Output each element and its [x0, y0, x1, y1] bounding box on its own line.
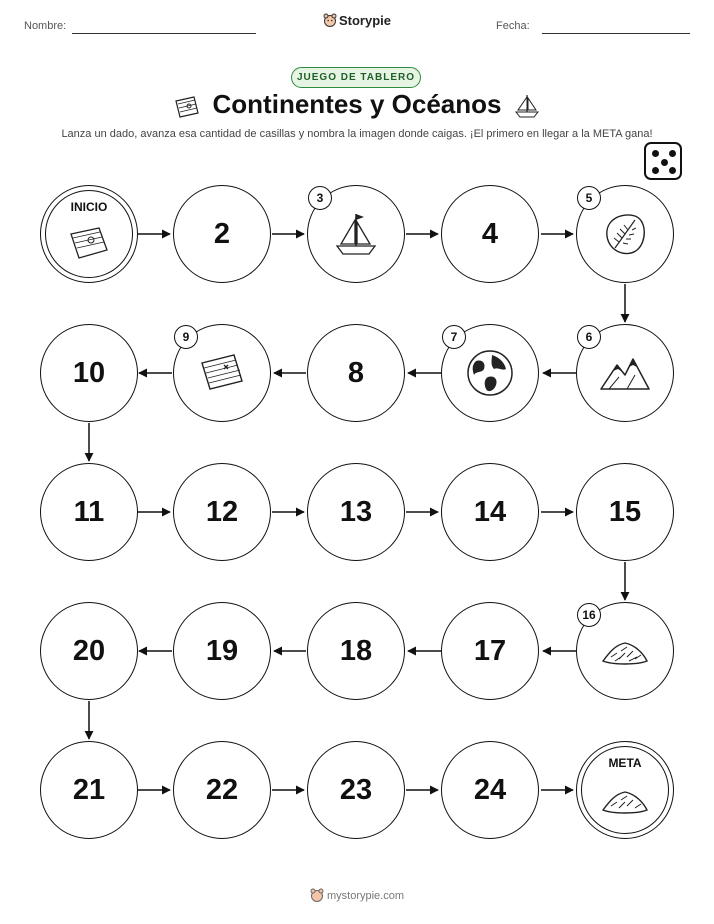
- board-square-5[interactable]: [576, 185, 674, 283]
- start-square[interactable]: [40, 185, 138, 283]
- square-number: 14: [473, 495, 507, 528]
- board-square-9[interactable]: [173, 324, 271, 422]
- finish-square[interactable]: [576, 741, 674, 839]
- instructions: Lanza un dado, avanza esa cantidad de casillas y nombra la imagen donde caigas. ¡El primero en llegar a la META gana!: [61, 128, 653, 140]
- square-number: 10: [72, 356, 106, 389]
- square-number: 21: [72, 773, 106, 806]
- square-number: 19: [205, 634, 239, 667]
- board-square-17[interactable]: [441, 602, 539, 700]
- game-type-badge: JUEGO DE TABLERO: [291, 67, 421, 88]
- board-square-19[interactable]: [173, 602, 271, 700]
- date-label: Fecha:: [496, 20, 530, 32]
- treasure-map-icon: [194, 345, 250, 401]
- board-square-6[interactable]: [576, 324, 674, 422]
- square-number: 2: [213, 217, 231, 250]
- square-number: 16: [577, 603, 601, 627]
- board-square-11[interactable]: [40, 463, 138, 561]
- footer: [0, 888, 714, 902]
- board-square-16[interactable]: [576, 602, 674, 700]
- square-number: 3: [308, 186, 332, 210]
- start-label: INICIO: [70, 200, 108, 214]
- square-number: 11: [73, 495, 105, 528]
- finish-label: META: [608, 756, 642, 770]
- board-square-20[interactable]: [40, 602, 138, 700]
- name-label: Nombre:: [24, 20, 67, 32]
- square-number: 5: [577, 186, 601, 210]
- board-square-24[interactable]: [441, 741, 539, 839]
- sand-pile-icon: [599, 780, 651, 824]
- board-square-12[interactable]: [173, 463, 271, 561]
- fossil-leaf-icon: [597, 206, 653, 262]
- globe-icon: [462, 345, 518, 401]
- square-number: 24: [473, 773, 507, 806]
- page-title: Continentes y Océanos: [212, 89, 502, 119]
- board-square-23[interactable]: [307, 741, 405, 839]
- square-number: 20: [72, 634, 106, 667]
- square-number: 22: [205, 773, 239, 806]
- square-number: 23: [339, 773, 373, 806]
- board-square-2[interactable]: [173, 185, 271, 283]
- board-square-13[interactable]: [307, 463, 405, 561]
- board-square-15[interactable]: [576, 463, 674, 561]
- square-number: 7: [442, 325, 466, 349]
- square-number: 9: [174, 325, 198, 349]
- square-number: 13: [339, 495, 373, 528]
- board-square-10[interactable]: [40, 324, 138, 422]
- sailboat-icon: [328, 206, 384, 262]
- square-number: 6: [577, 325, 601, 349]
- board-square-8[interactable]: [307, 324, 405, 422]
- square-number: 18: [339, 634, 373, 667]
- board-square-14[interactable]: [441, 463, 539, 561]
- square-number: 4: [481, 217, 499, 250]
- square-number: 8: [347, 356, 365, 389]
- board-square-22[interactable]: [173, 741, 271, 839]
- footer-url[interactable]: mystorypie.com: [326, 890, 405, 902]
- square-number: 12: [205, 495, 239, 528]
- storypie-logo-icon: [310, 888, 324, 902]
- board-square-18[interactable]: [307, 602, 405, 700]
- brand-name: Storypie: [338, 13, 391, 28]
- square-number: 15: [608, 495, 642, 528]
- square-number: 17: [473, 634, 507, 667]
- mountains-icon: [597, 345, 653, 401]
- board-square-3[interactable]: [307, 185, 405, 283]
- board-square-21[interactable]: [40, 741, 138, 839]
- treasure-map-icon: [63, 220, 115, 264]
- board-square-4[interactable]: [441, 185, 539, 283]
- board-square-7[interactable]: [441, 324, 539, 422]
- sand-pile-icon: [597, 623, 653, 679]
